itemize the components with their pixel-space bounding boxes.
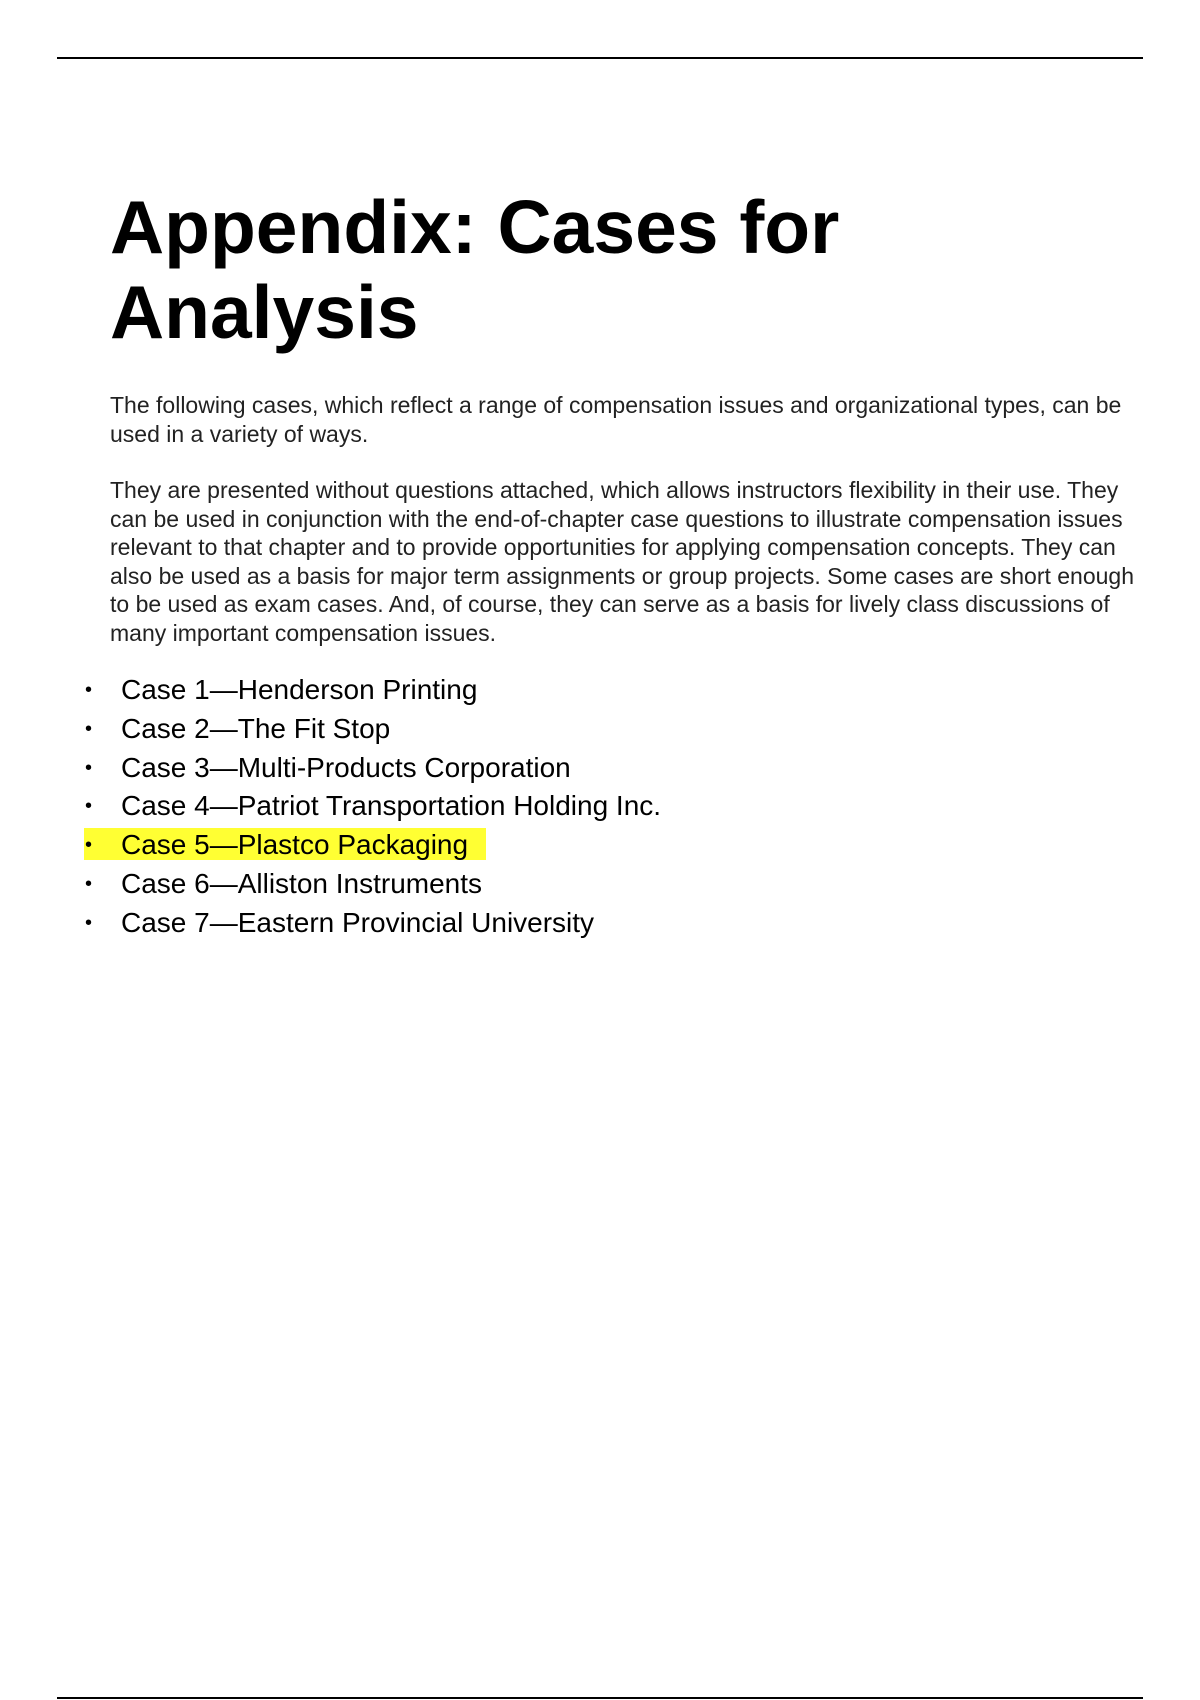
case-label: Case 2—The Fit Stop bbox=[121, 712, 391, 744]
case-label: Case 6—Alliston Instruments bbox=[121, 867, 483, 899]
bottom-rule bbox=[57, 1697, 1143, 1699]
document-body bbox=[110, 185, 1140, 647]
case-label: Case 5—Plastco Packaging bbox=[121, 829, 469, 861]
bullet-icon: • bbox=[85, 795, 93, 818]
bullet-icon: • bbox=[85, 834, 93, 857]
bullet-icon: • bbox=[85, 911, 93, 934]
usage-paragraph: They are presented without questions attached, which allows instructors flexibility in their use. They can be used in conjunction with the end-of-chapter case questions to illustrate compensation issues relevant to that chapter and to provide opportunities for applying compensation concepts. They can also be used as a basis for major term assignments or group projects. Some cases are short enough to be used as exam cases. And, of course, they can serve as a basis for lively class discussions of many important compensation issues. bbox=[110, 477, 1135, 646]
intro-paragraph: The following cases, which reflect a range of compensation issues and organizational types, can be used in a variety of ways. bbox=[110, 392, 1122, 447]
case-label: Case 1—Henderson Printing bbox=[121, 674, 478, 705]
bullet-icon: • bbox=[85, 756, 93, 779]
bullet-icon: • bbox=[85, 872, 93, 895]
case-label: Case 7—Eastern Provincial University bbox=[121, 906, 595, 938]
case-label: Case 4—Patriot Transportation Holding Inc. bbox=[121, 790, 662, 822]
top-rule bbox=[57, 57, 1143, 59]
bullet-icon: • bbox=[85, 717, 93, 740]
case-label: Case 3—Multi-Products Corporation bbox=[121, 751, 571, 783]
bullet-icon: • bbox=[85, 679, 93, 701]
page-title: Appendix: Cases for Analysis bbox=[110, 185, 840, 354]
